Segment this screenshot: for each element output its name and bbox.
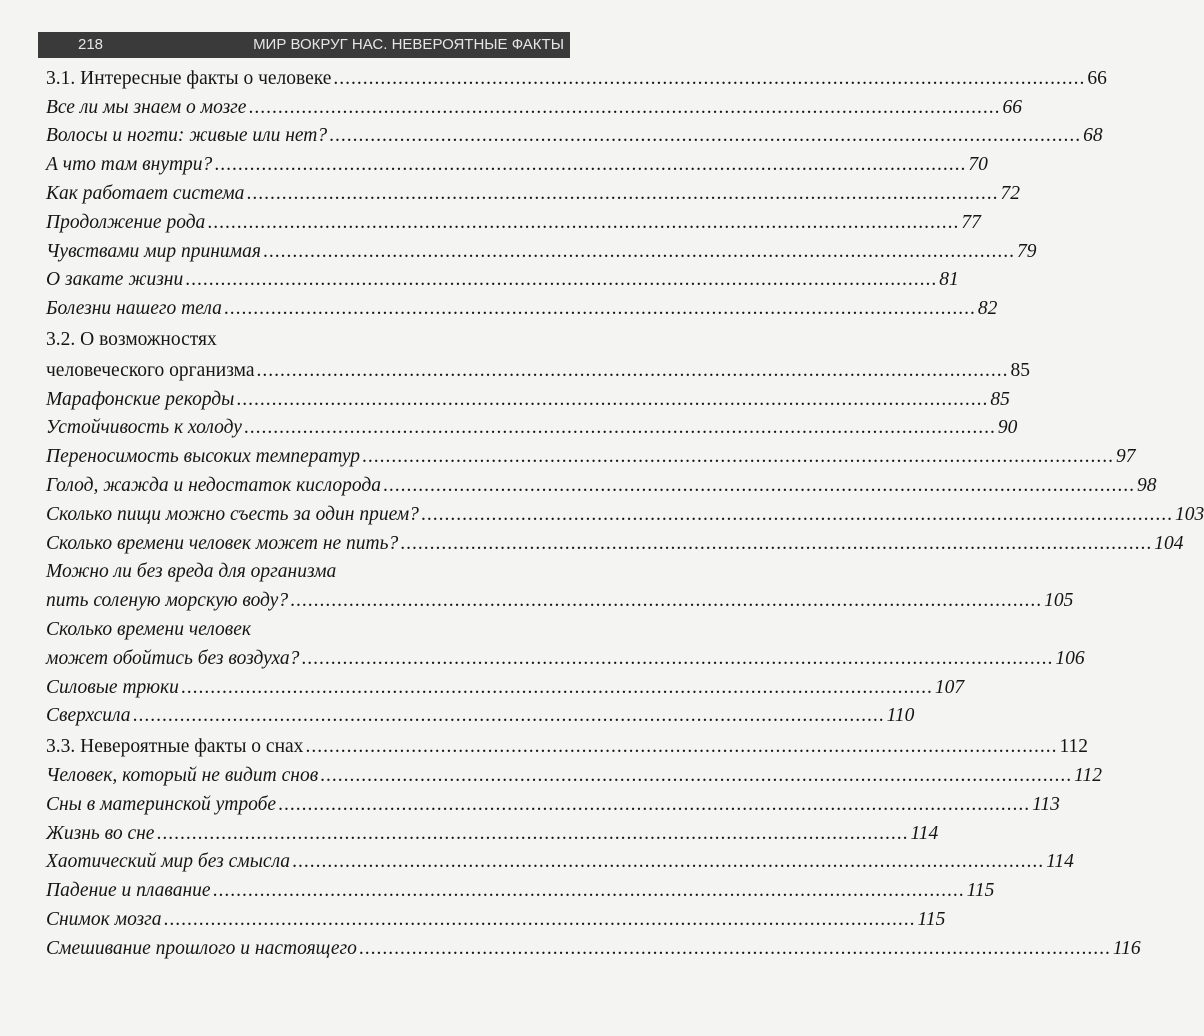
toc-entry <box>46 469 1157 498</box>
dot-leader <box>329 124 1081 148</box>
toc-title: Человек, который не видит снов <box>46 764 319 786</box>
toc-page-number: 85 <box>1010 359 1030 381</box>
toc-entry <box>46 556 556 585</box>
toc-entry <box>46 671 965 700</box>
toc-entry <box>46 527 1184 556</box>
toc-title: Голод, жажда и недостаток кислорода <box>46 474 381 496</box>
toc-page-number: 107 <box>934 676 965 698</box>
dot-leader <box>278 793 1030 817</box>
dot-leader <box>359 937 1111 961</box>
toc-entry <box>46 817 939 846</box>
toc-title: Силовые трюки <box>46 676 179 698</box>
toc-page-number: 110 <box>886 705 915 727</box>
toc-title: О закате жизни <box>46 269 184 291</box>
dot-leader <box>305 735 1057 759</box>
toc-entry <box>46 874 995 903</box>
dot-leader <box>133 704 885 728</box>
dot-leader <box>236 388 988 412</box>
toc-entry <box>46 759 1102 788</box>
toc-title: Устойчивость к холоду <box>46 417 242 439</box>
toc-entry <box>46 235 1037 264</box>
toc-title: Смешивание прошлого и настоящего <box>46 937 357 959</box>
toc-entry <box>46 613 556 642</box>
dot-leader <box>383 474 1135 498</box>
toc-page-number: 70 <box>968 154 988 176</box>
toc-entry <box>46 120 1103 149</box>
toc-entry <box>46 264 959 293</box>
toc-title: 3.1. Интересные факты о человеке <box>46 67 332 89</box>
toc-page-number: 116 <box>1112 937 1141 959</box>
toc-page-number: 104 <box>1154 532 1184 554</box>
running-header <box>38 32 570 58</box>
toc-page-number: 114 <box>910 822 939 844</box>
toc-entry <box>46 91 1022 120</box>
toc-title: Марафонские рекорды <box>46 388 235 410</box>
toc-entry <box>46 440 1136 469</box>
toc-title: Можно ли без вреда для организма <box>46 561 337 583</box>
toc-page-number: 85 <box>990 388 1010 410</box>
toc-page-number: 112 <box>1059 736 1088 758</box>
toc-page-number: 81 <box>939 269 959 291</box>
dot-leader <box>290 589 1042 613</box>
toc-section <box>46 354 1030 383</box>
toc-title: человеческого организма <box>46 359 255 381</box>
toc-entry <box>46 148 988 177</box>
toc-title: Все ли мы знаем о мозге <box>46 96 247 118</box>
toc-title: 3.3. Невероятные факты о снах <box>46 736 304 758</box>
toc-section <box>46 323 556 352</box>
toc-entry <box>46 498 1204 527</box>
dot-leader <box>156 822 908 846</box>
toc-title: Как работает система <box>46 182 245 204</box>
toc-title: Продолжение рода <box>46 211 206 233</box>
running-title: МИР ВОКРУГ НАС. НЕВЕРОЯТНЫЕ ФАКТЫ <box>253 36 564 53</box>
toc-page-number: 106 <box>1055 647 1085 669</box>
dot-leader <box>185 268 937 292</box>
dot-leader <box>320 764 1072 788</box>
toc-title: Болезни нашего тела <box>46 298 222 320</box>
toc-page-number: 115 <box>917 908 946 930</box>
dot-leader <box>400 532 1152 556</box>
toc-entry <box>46 383 1010 412</box>
toc-entry <box>46 788 1060 817</box>
toc-section <box>46 62 1107 91</box>
dot-leader <box>213 879 965 903</box>
toc-entry <box>46 903 946 932</box>
dot-leader <box>246 182 998 206</box>
toc-page-number: 97 <box>1116 446 1136 468</box>
toc-entry <box>46 700 915 729</box>
toc-title: Чувствами мир принимая <box>46 240 261 262</box>
toc-entry <box>46 412 1018 441</box>
toc-title: пить соленую морскую воду? <box>46 590 289 612</box>
toc-title: Переносимость высоких температур <box>46 446 360 468</box>
toc-page-number: 112 <box>1074 764 1102 786</box>
toc-title: 3.2. О возможностях <box>46 328 217 350</box>
toc-page-number: 68 <box>1083 125 1103 147</box>
dot-leader <box>207 211 959 235</box>
toc-entry <box>46 846 1074 875</box>
dot-leader <box>362 445 1114 469</box>
toc-title: А что там внутри? <box>46 154 213 176</box>
page-number: 218 <box>78 36 104 53</box>
dot-leader <box>333 67 1085 91</box>
toc-entry <box>46 642 1085 671</box>
dot-leader <box>421 503 1173 527</box>
dot-leader <box>263 240 1015 264</box>
toc-title: Жизнь во сне <box>46 822 155 844</box>
toc-page-number: 66 <box>1002 96 1022 118</box>
toc-title: Падение и плавание <box>46 880 211 902</box>
toc-page-number: 66 <box>1087 67 1107 89</box>
dot-leader <box>181 676 933 700</box>
dot-leader <box>214 153 966 177</box>
toc-title: Волосы и ногти: живые или нет? <box>46 125 328 147</box>
toc-title: Сны в материнской утробе <box>46 793 277 815</box>
dot-leader <box>248 96 1000 120</box>
toc-entry <box>46 584 1074 613</box>
toc-page-number: 98 <box>1136 474 1157 496</box>
toc-entry <box>46 177 1020 206</box>
toc-entry <box>46 292 998 321</box>
toc-title: Сколько времени человек <box>46 618 252 640</box>
dot-leader <box>164 908 916 932</box>
dot-leader <box>224 297 976 321</box>
dot-leader <box>257 359 1009 383</box>
toc-page-number: 113 <box>1032 793 1060 815</box>
toc-title: Снимок мозга <box>46 908 162 930</box>
toc-page-number: 77 <box>961 211 981 233</box>
toc-page-number: 90 <box>997 417 1018 439</box>
toc-title: Сколько времени человек может не пить? <box>46 532 399 554</box>
toc-page-number: 72 <box>1000 182 1020 204</box>
dot-leader <box>292 850 1044 874</box>
toc-page-number: 82 <box>977 298 998 320</box>
toc-title: может обойтись без воздуха? <box>46 647 300 669</box>
dot-leader <box>301 647 1053 671</box>
table-of-contents <box>46 62 1204 961</box>
toc-page-number: 114 <box>1046 851 1074 873</box>
toc-page-number: 115 <box>966 880 995 902</box>
toc-title: Сколько пищи можно съесть за один прием? <box>46 503 419 525</box>
toc-page-number: 103 <box>1174 503 1204 525</box>
toc-section <box>46 730 1088 759</box>
toc-entry <box>46 932 1141 961</box>
toc-entry <box>46 206 981 235</box>
toc-title: Хаотический мир без смысла <box>46 851 291 873</box>
toc-title: Сверхсила <box>46 705 131 727</box>
toc-page-number: 79 <box>1016 240 1037 262</box>
dot-leader <box>244 416 996 440</box>
toc-page-number: 105 <box>1044 590 1074 612</box>
